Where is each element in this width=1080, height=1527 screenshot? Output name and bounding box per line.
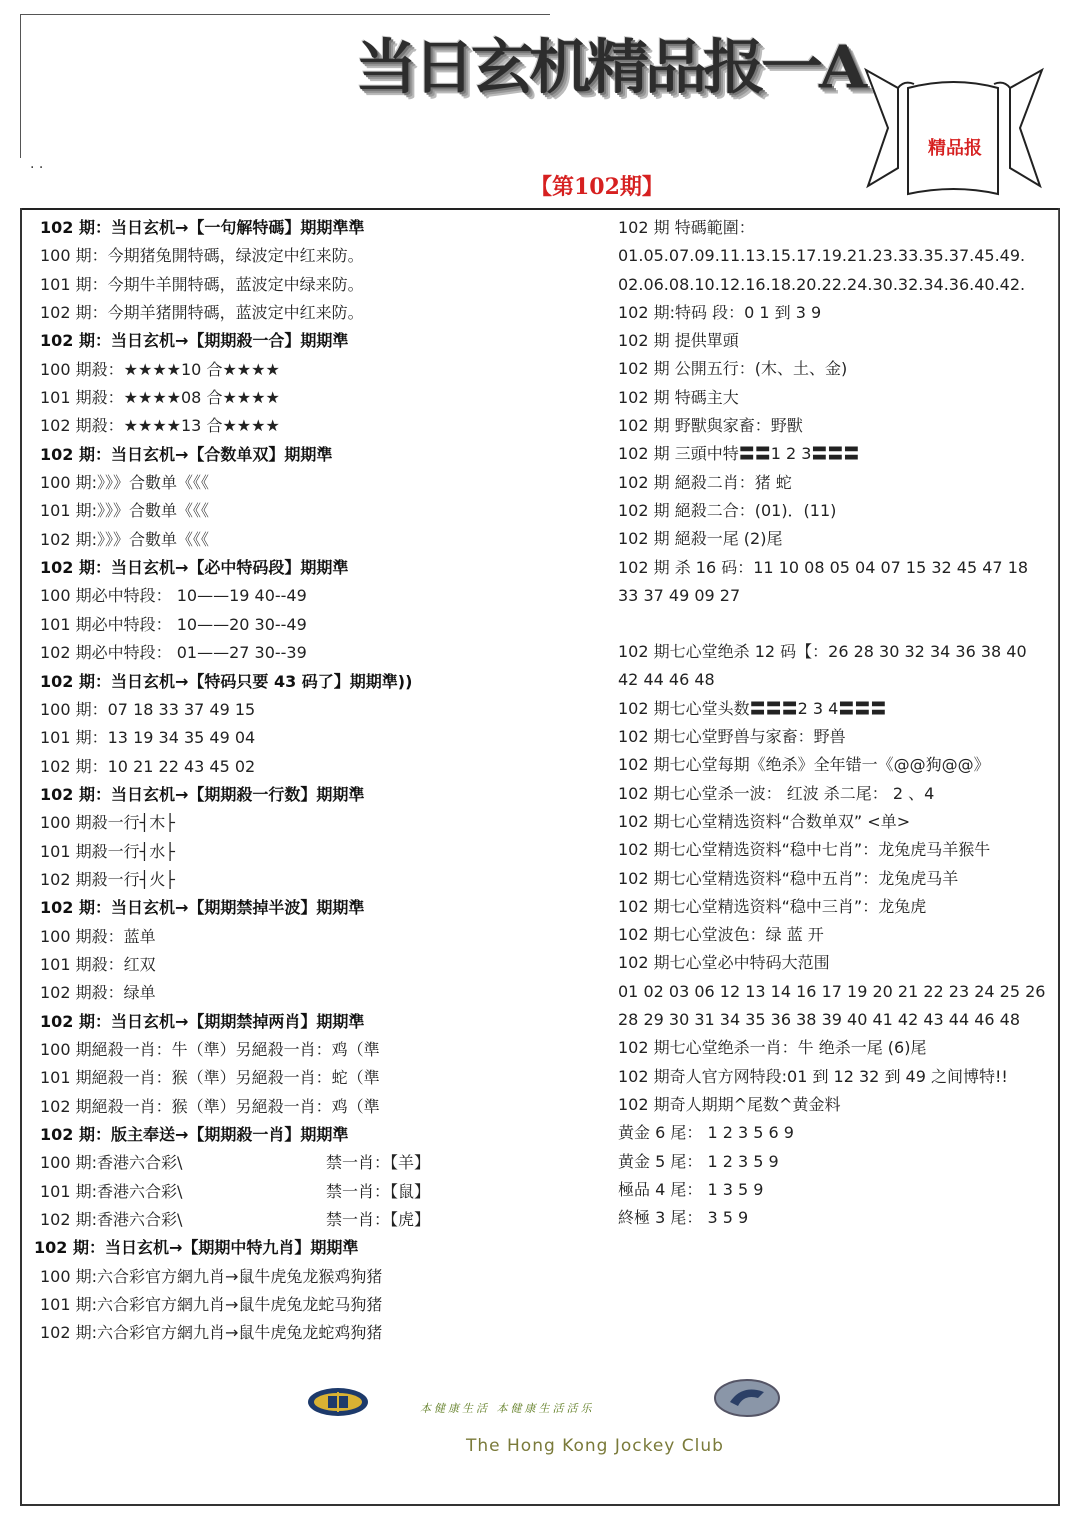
line-text: 100 期:》》》合數单《《《 [40, 473, 210, 493]
line-text: 102 期奇人期期^尾数^黄金料 [618, 1094, 841, 1114]
line-text: 101 期殺：★★★★08 合★★★★ [40, 388, 280, 408]
section-heading [40, 1008, 600, 1036]
line-text: 102 期 絕殺二肖：猪 蛇 [618, 472, 792, 492]
line-text: 102 期 三頭中特〓〓1 2 3〓〓〓 [618, 444, 860, 464]
line-text: 101 期絕殺一肖：猴（準）另絕殺一肖：蛇（準 [40, 1068, 380, 1088]
line-text: 102 期七心堂精选资料“稳中五肖”：龙兔虎马羊 [618, 868, 959, 888]
line-text: 102 期 野獸與家畜：野獸 [618, 416, 803, 436]
text-line [40, 469, 600, 497]
text-line [40, 582, 600, 610]
line-text: 102 期 絕殺一尾 (2)尾 [618, 529, 783, 549]
line-text: 102 期七心堂波色：绿 蓝 开 [618, 925, 824, 945]
section-heading [40, 894, 600, 922]
line-text: 102 期：版主奉送→【期期殺一肖】期期準 [40, 1125, 349, 1144]
line-text: 101 期必中特段： 10——20 30--49 [40, 614, 307, 634]
line-text: 100 期:香港六合彩\ [40, 1153, 183, 1173]
line-text: 黄金 5 尾： 1 2 3 5 9 [618, 1151, 779, 1171]
text-line [40, 724, 600, 752]
line-text: 100 期：今期猪兔開特碼，绿波定中红来防。 [40, 246, 364, 266]
line-text: 102 期必中特段： 01——27 30--39 [40, 643, 307, 663]
line-text: 102 期七心堂绝杀 12 码【：26 28 30 32 34 36 38 40 42 44 46 48 [618, 642, 1027, 690]
text-line [618, 1204, 1048, 1232]
text-line [618, 723, 1048, 751]
right-rule [1058, 210, 1059, 880]
text-line [618, 695, 1048, 723]
line-text: 102 期絕殺一肖：猴（準）另絕殺一肖：鸡（準 [40, 1096, 380, 1116]
section-heading [34, 1234, 600, 1262]
text-line [40, 1149, 600, 1177]
line-text: 01.05.07.09.11.13.15.17.19.21.23.33.35.37.45.49. [618, 246, 1026, 266]
line-text: 102 期七心堂绝杀一肖：牛 绝杀一尾 (6)尾 [618, 1038, 927, 1058]
section-heading [40, 327, 600, 355]
text-line [618, 1091, 1048, 1119]
text-line [618, 638, 1048, 695]
line-text: 102 期:六合彩官方網九肖→鼠牛虎兔龙蛇鸡狗猪 [40, 1323, 383, 1343]
text-line [40, 951, 600, 979]
section-heading [40, 668, 600, 696]
line-text: 極品 4 尾： 1 3 5 9 [618, 1179, 764, 1199]
line-text: 102 期：当日玄机→【期期殺一行数】期期準 [40, 784, 365, 804]
text-line [40, 1036, 600, 1064]
text-line [618, 978, 1048, 1035]
text-line [40, 979, 600, 1007]
line-text: 101 期:》》》合數单《《《 [40, 501, 210, 521]
text-line [618, 1063, 1048, 1091]
text-line [40, 1319, 600, 1347]
text-line [40, 271, 600, 299]
text-line [40, 923, 600, 951]
line-text: 102 期 特碼主大 [618, 387, 739, 407]
line-text: 102 期:》》》合數单《《《 [40, 529, 210, 549]
line-tail: 禁一肖：【鼠】 [326, 1181, 431, 1201]
line-text: 102 期 提供單頭 [618, 331, 739, 351]
text-line [618, 808, 1048, 836]
line-text: 100 期：07 18 33 37 49 15 [40, 699, 256, 719]
line-text: 100 期:六合彩官方網九肖→鼠牛虎兔龙猴鸡狗猪 [40, 1266, 383, 1286]
text-line [40, 1263, 600, 1291]
line-text: 102 期：10 21 22 43 45 02 [40, 756, 256, 776]
text-line [40, 412, 600, 440]
issue-number: 【第102期】 [530, 174, 664, 200]
text-line [618, 469, 1048, 497]
line-text: 102 期：当日玄机→【一句解特碼】期期準準 [40, 218, 365, 237]
line-text: 102 期殺：绿单 [40, 983, 156, 1003]
line-text: 101 期：今期牛羊開特碼，蓝波定中绿来防。 [40, 274, 364, 294]
line-text: 102 期殺一行┤火├ [40, 869, 175, 889]
text-line [40, 242, 600, 270]
dots-mark: · · [30, 160, 44, 176]
right-column [618, 214, 1048, 1232]
line-text: 102 期七心堂必中特码大范围 [618, 953, 830, 973]
text-line [40, 866, 600, 894]
line-text: 101 期:香港六合彩\ [40, 1181, 183, 1201]
text-line [40, 753, 600, 781]
text-line [618, 836, 1048, 864]
line-text: 101 期:六合彩官方網九肖→鼠牛虎兔龙蛇马狗猪 [40, 1295, 383, 1315]
text-line [618, 865, 1048, 893]
text-line [618, 299, 1048, 327]
text-line [40, 1206, 600, 1234]
text-line [40, 639, 600, 667]
footer-club-name: The Hong Kong Jockey Club [466, 1436, 724, 1456]
text-line [618, 893, 1048, 921]
left-column [34, 214, 600, 1348]
line-text: 102 期：当日玄机→【合数单双】期期準 [40, 444, 333, 464]
line-text: 102 期：当日玄机→【期期禁掉半波】期期準 [40, 898, 365, 918]
text-line [40, 611, 600, 639]
section-heading [40, 214, 600, 242]
line-text: 102 期七心堂精选资料“稳中三肖”：龙兔虎 [618, 896, 927, 916]
line-text: 100 期殺一行┤木├ [40, 813, 175, 833]
line-text: 102 期七心堂精选资料“稳中七肖”：龙兔虎马羊猴牛 [618, 840, 991, 860]
text-line [40, 809, 600, 837]
line-text: 102 期奇人官方网特段:01 到 12 32 到 49 之间博特!! [618, 1066, 1008, 1086]
text-line [618, 1034, 1048, 1062]
jockey-club-emblem-icon [306, 1386, 370, 1418]
text-line [40, 356, 600, 384]
section-heading [40, 781, 600, 809]
line-text: 102 期 公開五行：(木、土、金) [618, 359, 848, 379]
page-title: 当日玄机精品报一A [355, 32, 864, 102]
line-text: 100 期絕殺一肖：牛（準）另絕殺一肖：鸡（準 [40, 1039, 380, 1059]
line-text: 101 期：13 19 34 35 49 04 [40, 728, 256, 748]
line-text: 01 02 03 06 12 13 14 16 17 19 20 21 22 23 24 25 26 28 29 30 31 34 35 36 38 39 40 41 42 43 44 46 48 [618, 981, 1046, 1030]
text-line [40, 384, 600, 412]
text-line [618, 525, 1048, 553]
line-text: 102 期 絕殺二合：(01)．(11) [618, 500, 837, 520]
text-line [618, 327, 1048, 355]
circular-logo-icon [712, 1378, 782, 1418]
line-text: 02.06.08.10.12.16.18.20.22.24.30.32.34.36.40.42. [618, 274, 1026, 294]
text-line [618, 384, 1048, 412]
text-line [40, 1093, 600, 1121]
text-line [618, 751, 1048, 779]
text-line [40, 1178, 600, 1206]
line-text: 100 期殺：蓝单 [40, 926, 156, 946]
line-text: 101 期殺一行┤水├ [40, 841, 175, 861]
footer-motto: 本健康生活 本健康生活活乐 [420, 1402, 595, 1415]
text-line [618, 1148, 1048, 1176]
text-line [618, 214, 1048, 242]
text-line [40, 696, 600, 724]
text-line [40, 497, 600, 525]
text-line [40, 299, 600, 327]
line-tail: 禁一肖：【虎】 [326, 1210, 431, 1230]
text-line [618, 355, 1048, 383]
line-text: 102 期：当日玄机→【期期中特九肖】期期準 [34, 1238, 359, 1258]
text-line [618, 1119, 1048, 1147]
line-text: 102 期七心堂头数〓〓〓2 3 4〓〓〓 [618, 698, 887, 718]
text-line [618, 440, 1048, 468]
line-text: 102 期：当日玄机→【必中特码段】期期準 [40, 558, 349, 578]
text-line [618, 271, 1048, 299]
line-text: 102 期：当日玄机→【期期殺一合】期期準 [40, 331, 349, 351]
text-line [618, 921, 1048, 949]
text-line [618, 949, 1048, 977]
line-text: 102 期七心堂杀一波： 红波 杀二尾： 2 、4 [618, 783, 935, 803]
line-text: 102 期：当日玄机→【特码只要 43 码了】期期準)) [40, 671, 413, 691]
spacer [618, 610, 1048, 638]
line-text: 102 期七心堂每期《绝杀》全年错一《@@狗@@》 [618, 755, 990, 775]
line-tail: 禁一肖：【羊】 [326, 1153, 431, 1173]
section-heading [40, 554, 600, 582]
ribbon-banner-icon [858, 58, 1050, 208]
text-line [40, 1064, 600, 1092]
text-line [618, 554, 1048, 611]
text-line [40, 526, 600, 554]
line-text: 102 期殺：★★★★13 合★★★★ [40, 416, 280, 436]
section-heading [40, 441, 600, 469]
section-heading [40, 1121, 600, 1149]
line-text: 102 期：当日玄机→【期期禁掉两肖】期期準 [40, 1011, 365, 1031]
line-text: 102 期:香港六合彩\ [40, 1210, 183, 1230]
text-line [40, 1291, 600, 1319]
line-text: 黄金 6 尾： 1 2 3 5 6 9 [618, 1123, 794, 1143]
line-text: 100 期必中特段： 10——19 40--49 [40, 586, 307, 606]
line-text: 101 期殺：红双 [40, 954, 156, 974]
left-rule [20, 14, 21, 158]
line-text: 102 期七心堂精选资料“合数单双” <单> [618, 811, 911, 831]
line-text: 102 期七心堂野兽与家畜：野兽 [618, 727, 846, 747]
line-text: 102 期 特碼範圍： [618, 218, 755, 237]
text-line [618, 497, 1048, 525]
text-line [618, 780, 1048, 808]
text-line [40, 838, 600, 866]
text-line [618, 1176, 1048, 1204]
badge-label: 精品报 [928, 138, 982, 159]
text-line [618, 242, 1048, 270]
line-text: 102 期：今期羊猪開特碼，蓝波定中红来防。 [40, 303, 364, 323]
line-text: 100 期殺：★★★★10 合★★★★ [40, 359, 280, 379]
line-text: 102 期:特码 段：0 1 到 3 9 [618, 302, 822, 322]
line-text: 102 期 杀 16 码：11 10 08 05 04 07 15 32 45 47 18 33 37 49 09 27 [618, 557, 1029, 605]
top-rule [20, 14, 550, 15]
text-line [618, 412, 1048, 440]
line-text: 終極 3 尾： 3 5 9 [618, 1208, 749, 1228]
